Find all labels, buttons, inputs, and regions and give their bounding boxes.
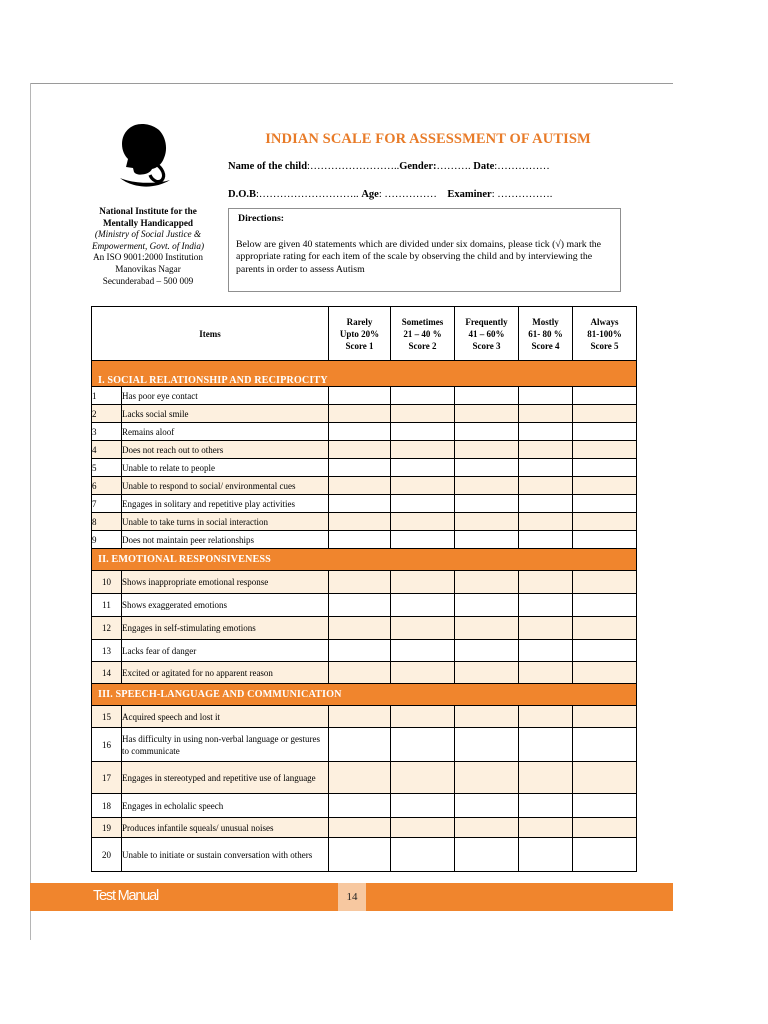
table-row [92,513,637,531]
score-header-l3: Score 3 [472,340,501,351]
item-number: 15 [92,706,122,728]
examiner-field[interactable]: : ……………. [491,189,553,200]
score-cell[interactable] [519,477,573,495]
item-text: Produces infantile squeals/ unusual noises [122,818,329,838]
item-text: Unable to relate to people [122,459,329,477]
score-cell[interactable] [391,662,455,684]
score-cell[interactable] [455,794,519,818]
directions-text: Below are given 40 statements which are divided under six domains, please tick (√) mark the appropriate rating for each item of the scale by observing the child and by interviewing the parents in order to assess Autism [236,238,602,275]
score-cell[interactable] [519,838,573,872]
item-number: 3 [92,423,122,441]
score-cell[interactable] [329,387,391,405]
table-row [92,387,637,405]
score-cell[interactable] [329,405,391,423]
address-line2: Secunderabad – 500 009 [102,275,194,286]
ministry-line2: Empowerment, Govt. of India) [91,240,205,251]
item-number: 14 [92,662,122,684]
item-text: Lacks social smile [122,405,329,423]
score-cell[interactable] [573,838,637,872]
item-text: Does not reach out to others [122,441,329,459]
assessment-table [91,306,637,872]
item-text: Engages in echolalic speech [122,794,329,818]
item-text: Shows exaggerated emotions [122,594,329,617]
items-header: Items [92,307,329,361]
score-cell[interactable] [573,640,637,662]
table-row [92,838,637,872]
item-number: 18 [92,794,122,818]
score-cell[interactable] [329,640,391,662]
score-cell[interactable] [391,477,455,495]
score-header-l2: 81-100% [587,328,622,339]
table-row [92,423,637,441]
score-cell[interactable] [329,662,391,684]
directions-heading: Directions: [238,213,285,224]
item-number: 5 [92,459,122,477]
score-cell[interactable] [329,762,391,794]
score-cell[interactable] [519,531,573,549]
item-text: Engages in self-stimulating emotions [122,617,329,640]
score-cell[interactable] [455,387,519,405]
score-cell[interactable] [455,728,519,762]
table-header-row [92,307,637,361]
gender-field[interactable]: ………. [436,161,474,172]
score-cell[interactable] [391,762,455,794]
institute-logo [112,120,174,192]
score-cell[interactable] [455,762,519,794]
item-number: 12 [92,617,122,640]
score-header-l1: Sometimes [401,316,444,327]
score-cell[interactable] [329,459,391,477]
item-text: Acquired speech and lost it [122,706,329,728]
section-title: II. EMOTIONAL RESPONSIVENESS [92,549,637,571]
score-cell[interactable] [391,794,455,818]
item-text: Does not maintain peer relationships [122,531,329,549]
gender-label: Gender: [399,161,437,172]
item-number: 8 [92,513,122,531]
score-header-l3: Score 1 [345,340,374,351]
score-cell[interactable] [519,571,573,594]
item-number: 2 [92,405,122,423]
score-cell[interactable] [519,640,573,662]
score-cell[interactable] [573,762,637,794]
item-text: Excited or agitated for no apparent reason [122,662,329,684]
score-cell[interactable] [519,794,573,818]
table-row [92,477,637,495]
section-header-row [92,549,637,571]
age-field[interactable]: : …………… [378,189,437,200]
date-field[interactable]: :…………… [494,161,550,172]
score-cell[interactable] [519,405,573,423]
score-cell[interactable] [455,662,519,684]
score-cell[interactable] [455,513,519,531]
score-header-l3: Score 4 [531,340,560,351]
score-cell[interactable] [455,838,519,872]
table-row [92,706,637,728]
score-cell[interactable] [455,594,519,617]
score-cell[interactable] [329,706,391,728]
score-cell[interactable] [455,459,519,477]
score-cell[interactable] [573,706,637,728]
score-cell[interactable] [329,838,391,872]
left-rule [30,83,31,940]
table-row [92,531,637,549]
child-info-line [228,161,550,172]
score-cell[interactable] [573,617,637,640]
section-header-row [92,361,637,387]
score-cell[interactable] [519,513,573,531]
score-cell[interactable] [573,513,637,531]
score-cell[interactable] [329,818,391,838]
item-number: 16 [92,728,122,762]
score-cell[interactable] [329,441,391,459]
score-cell[interactable] [391,531,455,549]
item-number: 17 [92,762,122,794]
item-number: 10 [92,571,122,594]
score-header-l3: Score 5 [590,340,619,351]
score-cell[interactable] [573,818,637,838]
item-number: 13 [92,640,122,662]
score-cell[interactable] [519,706,573,728]
score-cell[interactable] [573,387,637,405]
score-cell[interactable] [573,477,637,495]
score-cell[interactable] [329,531,391,549]
score-cell[interactable] [329,594,391,617]
table-row [92,571,637,594]
table-body [92,361,637,872]
score-cell[interactable] [455,640,519,662]
dob-info-line [228,189,552,200]
table-row [92,459,637,477]
institute-name-line2: Mentally Handicapped [102,217,194,228]
score-cell[interactable] [329,477,391,495]
name-label: Name of the child [228,161,308,172]
item-text: Unable to take turns in social interaction [122,513,329,531]
score-cell[interactable] [519,495,573,513]
table-row [92,617,637,640]
score-cell[interactable] [455,441,519,459]
item-text: Remains aloof [122,423,329,441]
score-cell[interactable] [519,459,573,477]
item-text: Lacks fear of danger [122,640,329,662]
score-header-l2: 21 – 40 % [403,328,442,339]
item-number: 11 [92,594,122,617]
score-cell[interactable] [573,405,637,423]
score-cell[interactable] [391,495,455,513]
score-cell[interactable] [391,838,455,872]
page-title: INDIAN SCALE FOR ASSESSMENT OF AUTISM [265,131,591,147]
item-number: 20 [92,838,122,872]
score-cell[interactable] [329,423,391,441]
score-header [519,307,573,361]
table-row [92,441,637,459]
score-cell[interactable] [391,728,455,762]
score-header-l2: 61- 80 % [528,328,563,339]
address-line1: Manovikas Nagar [115,263,181,274]
name-field[interactable]: :…………………….. [307,161,400,172]
institute-name-line1: National Institute for the [99,206,197,216]
item-text: Has poor eye contact [122,387,329,405]
table-row [92,594,637,617]
dob-label: D.O.B [228,189,257,200]
score-cell[interactable] [391,423,455,441]
footer-label: Test Manual [93,888,158,904]
score-header-l2: 41 – 60% [468,328,505,339]
score-cell[interactable] [573,662,637,684]
age-label: Age [361,189,379,200]
score-header-l2: Upto 20% [339,328,380,339]
score-cell[interactable] [573,423,637,441]
table-row [92,762,637,794]
item-text: Shows inappropriate emotional response [122,571,329,594]
item-text: Has difficulty in using non-verbal language or gestures to communicate [122,728,329,762]
score-cell[interactable] [391,594,455,617]
score-cell[interactable] [455,617,519,640]
score-cell[interactable] [329,617,391,640]
score-cell[interactable] [455,495,519,513]
table-row [92,405,637,423]
score-cell[interactable] [519,617,573,640]
item-number: 19 [92,818,122,838]
score-header-l1: Always [590,316,619,327]
item-number: 6 [92,477,122,495]
score-cell[interactable] [573,441,637,459]
score-cell[interactable] [391,441,455,459]
item-text: Engages in solitary and repetitive play activities [122,495,329,513]
score-cell[interactable] [455,571,519,594]
ministry-line1: (Ministry of Social Justice & [94,229,202,240]
item-text: Engages in stereotyped and repetitive use of language [122,762,329,794]
score-cell[interactable] [329,794,391,818]
item-number: 1 [92,387,122,405]
score-header-l1: Rarely [346,316,373,327]
page-number: 14 [338,883,366,911]
score-header-l1: Frequently [465,316,508,327]
table-row [92,794,637,818]
score-cell[interactable] [573,728,637,762]
score-cell[interactable] [573,571,637,594]
section-header-row [92,684,637,706]
score-cell[interactable] [329,495,391,513]
item-text: Unable to respond to social/ environmental cues [122,477,329,495]
score-cell[interactable] [519,441,573,459]
score-cell[interactable] [391,640,455,662]
section-title: III. SPEECH-LANGUAGE AND COMMUNICATION [92,684,637,706]
score-header-l1: Mostly [532,316,559,327]
score-cell[interactable] [329,571,391,594]
score-cell[interactable] [391,459,455,477]
item-number: 9 [92,531,122,549]
score-header [329,307,391,361]
examiner-label: Examiner [447,189,492,200]
score-cell[interactable] [391,818,455,838]
score-cell[interactable] [455,818,519,838]
footer-bar [30,883,673,911]
score-cell[interactable] [573,495,637,513]
score-cell[interactable] [573,794,637,818]
score-cell[interactable] [329,728,391,762]
score-cell[interactable] [455,423,519,441]
directions-box [228,208,621,292]
table-row [92,818,637,838]
score-cell[interactable] [573,594,637,617]
table-row [92,495,637,513]
score-cell[interactable] [391,513,455,531]
score-header-l3: Score 2 [408,340,437,351]
dob-field[interactable]: :……………………….. [256,189,362,200]
score-cell[interactable] [391,405,455,423]
item-number: 4 [92,441,122,459]
table-row [92,662,637,684]
score-cell[interactable] [455,477,519,495]
top-rule [30,83,673,84]
score-cell[interactable] [455,706,519,728]
score-header [573,307,637,361]
score-cell[interactable] [519,662,573,684]
score-cell[interactable] [519,818,573,838]
score-cell[interactable] [391,387,455,405]
score-header [391,307,455,361]
date-label: Date [473,161,495,172]
item-number: 7 [92,495,122,513]
table-row [92,728,637,762]
institute-block [80,206,216,287]
score-cell[interactable] [391,706,455,728]
score-cell[interactable] [455,531,519,549]
score-cell[interactable] [519,387,573,405]
iso-line: An ISO 9001:2000 Institution [93,252,203,263]
score-header [455,307,519,361]
score-cell[interactable] [329,513,391,531]
score-cell[interactable] [519,728,573,762]
score-cell[interactable] [391,571,455,594]
score-cell[interactable] [519,762,573,794]
score-cell[interactable] [573,459,637,477]
score-cell[interactable] [391,617,455,640]
score-cell[interactable] [519,594,573,617]
score-cell[interactable] [519,423,573,441]
score-cell[interactable] [573,531,637,549]
table-row [92,640,637,662]
item-text: Unable to initiate or sustain conversation with others [122,838,329,872]
section-title: I. SOCIAL RELATIONSHIP AND RECIPROCITY [92,361,637,387]
score-cell[interactable] [455,405,519,423]
